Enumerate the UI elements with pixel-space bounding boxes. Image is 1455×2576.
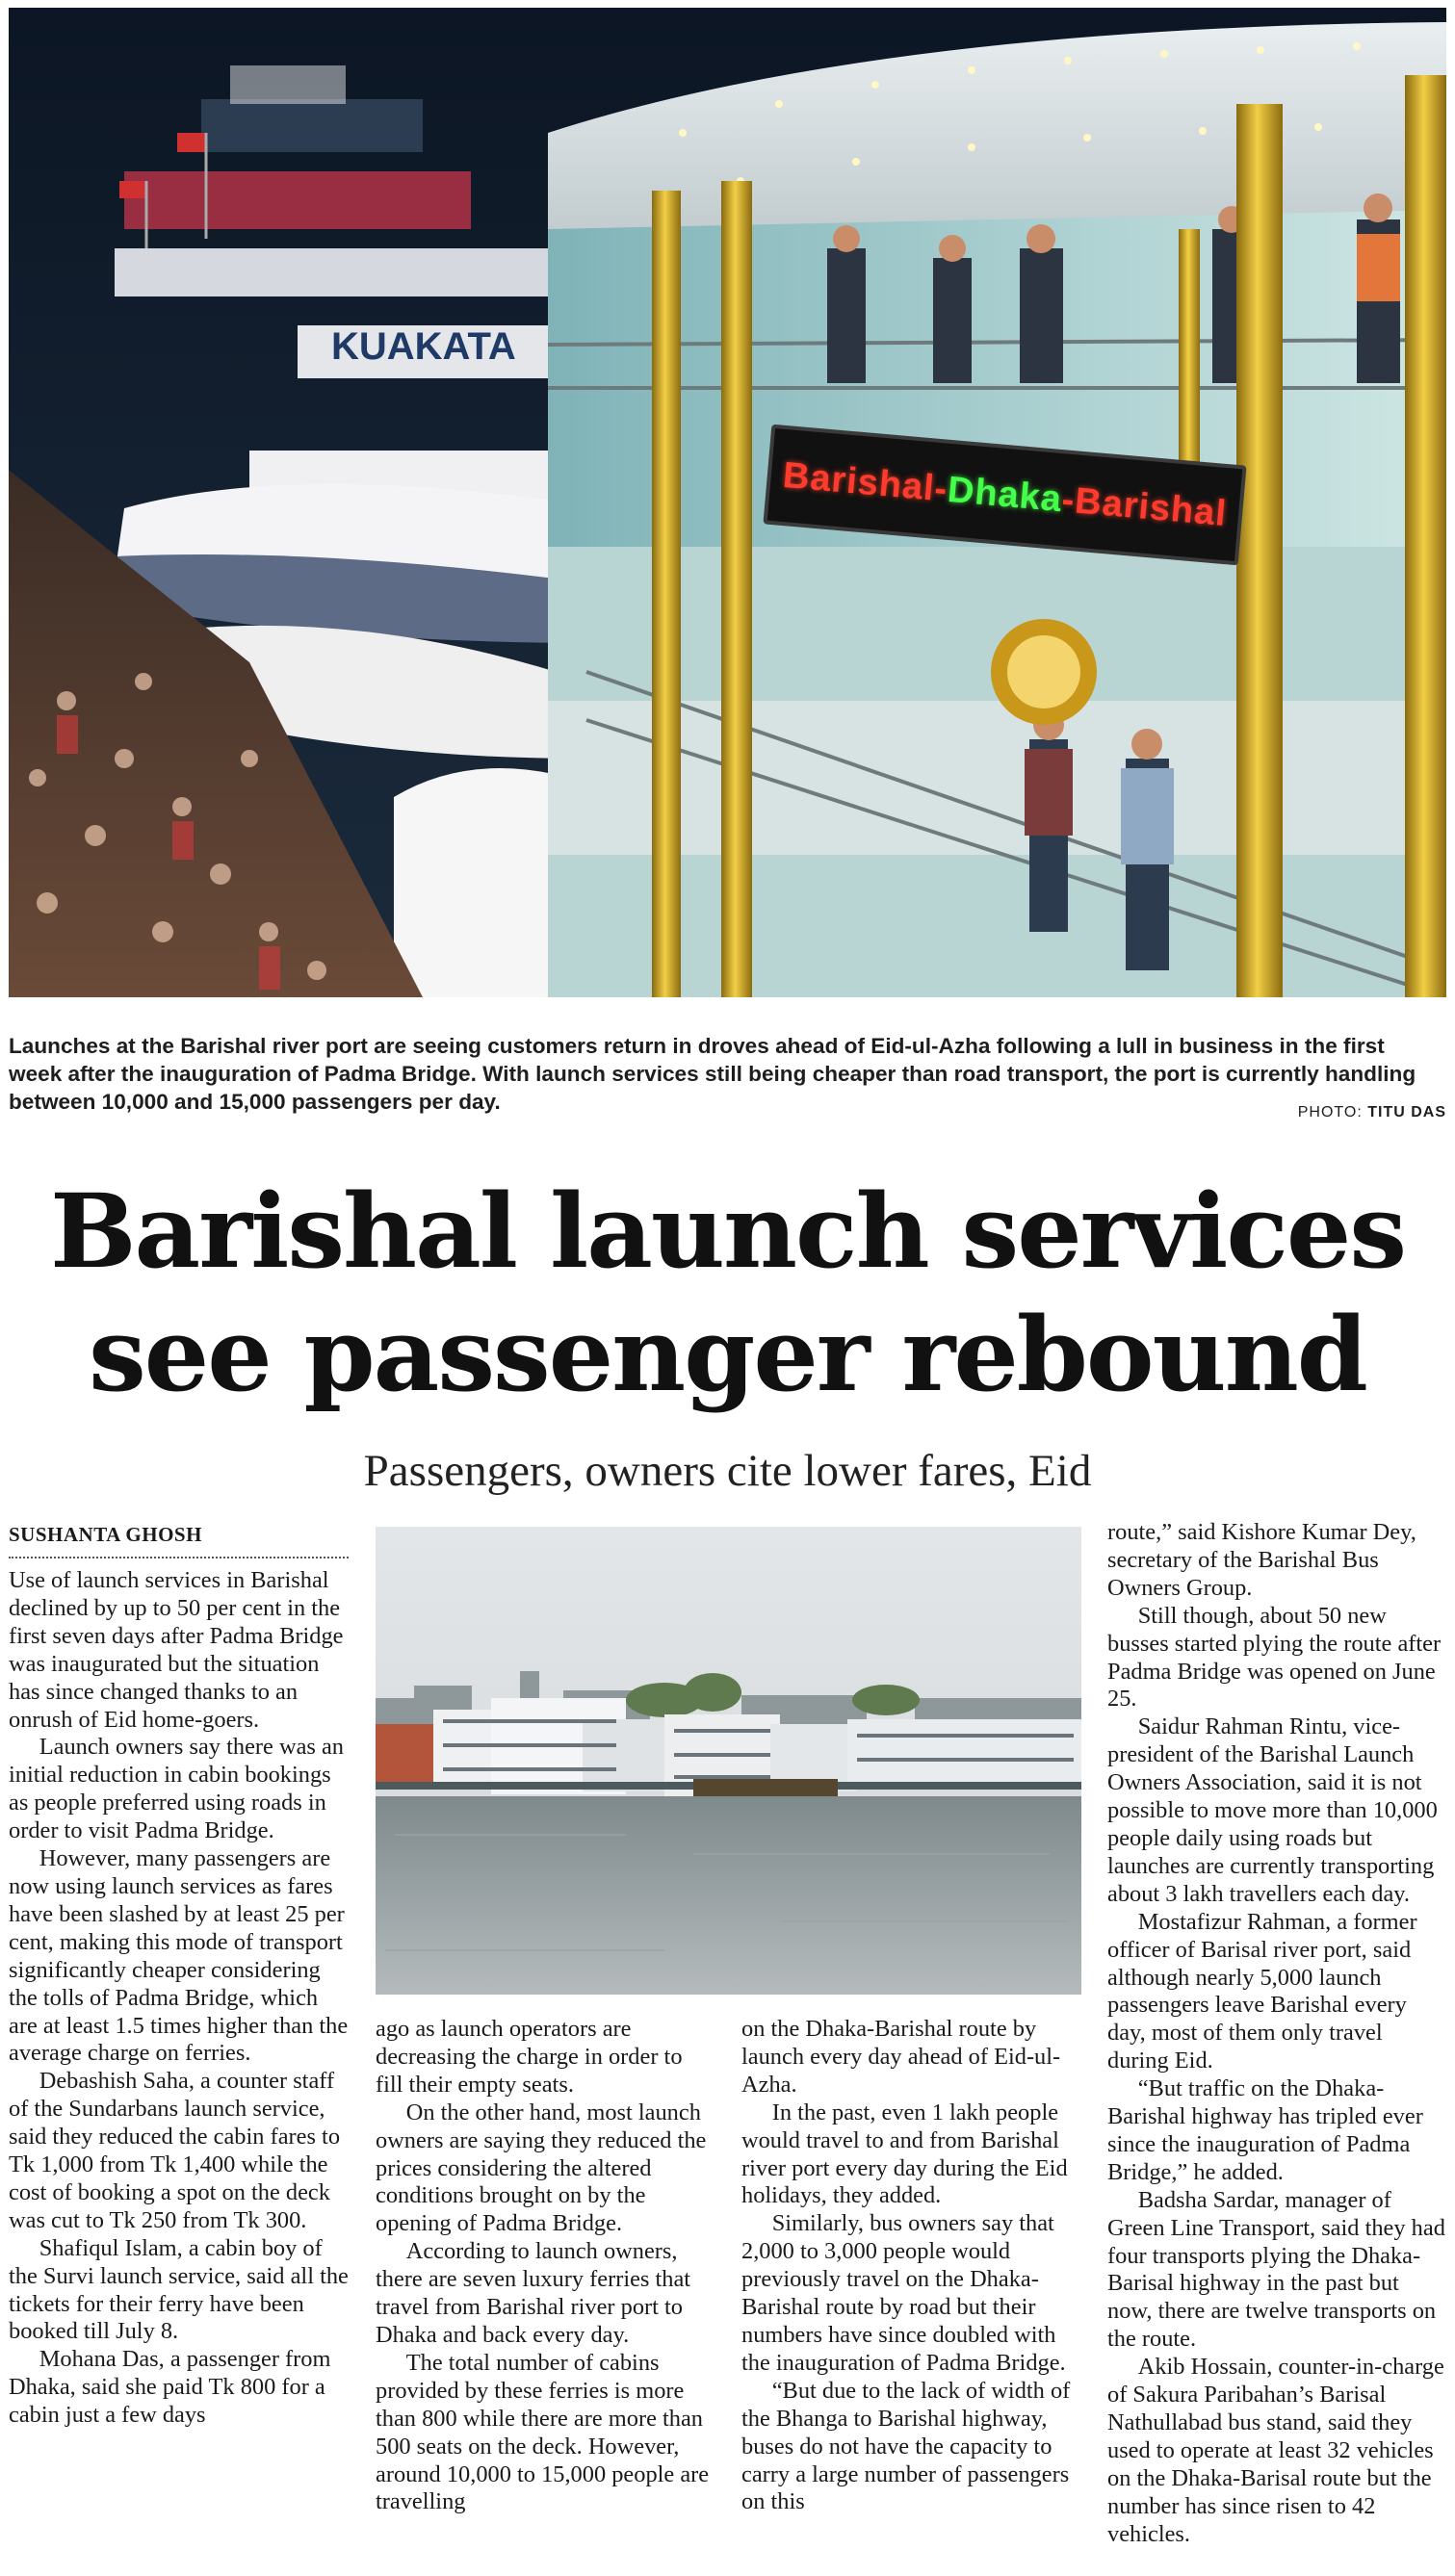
paragraph: route,” said Kishore Kumar Dey, secretary of the Barishal Bus Owners Group. xyxy=(1107,1519,1416,1601)
article-column-4 xyxy=(1107,1519,1446,2549)
paragraph: However, many passengers are now using launch services as fares have been slashed by at least 25 per cent, making this mode of transport significantly cheaper considering the tolls of Padma Bridge, which are at least 1.5 times higher than the average charge on ferries. xyxy=(9,1845,349,2067)
headline-line-1: Barishal launch services xyxy=(49,1171,1406,1291)
subheadline: Passengers, owners cite lower fares, Eid xyxy=(363,1446,1092,1496)
paragraph: In the past, even 1 lakh people would travel to and from Barishal river port every day during the Eid holidays, they added. xyxy=(741,2099,1068,2209)
paragraph: The total number of cabins provided by these ferries is more than 800 while there are more than 500 seats on the deck. However, around 10,000 to 15,000 people are travelling xyxy=(376,2349,710,2515)
lead-photo xyxy=(9,8,1446,997)
headline-line-2: see passenger rebound xyxy=(89,1294,1366,1414)
paragraph: Use of launch services in Barishal declined by up to 50 per cent in the first seven days after Padma Bridge was inaugurated but the situation has since changed thanks to an onrush of Eid home-goers. xyxy=(9,1567,344,1733)
paragraph: Badsha Sardar, manager of Green Line Transport, said they had four transports plying the Dhaka-Barisal highway in the past but now, there are twelve transports on the route. xyxy=(1107,2186,1445,2353)
paragraph: “But due to the lack of width of the Bhanga to Barishal highway, buses do not have the capacity to carry a large number of passengers on this xyxy=(741,2377,1071,2515)
led-sign-text-2: Dhaka xyxy=(946,469,1064,520)
boat-name-sign: KUAKATA xyxy=(331,325,516,368)
paragraph: Shafiqul Islam, a cabin boy of the Survi launch service, said all the tickets for their ferry have been booked till July 8. xyxy=(9,2234,349,2345)
photo-credit-label: PHOTO: xyxy=(1297,1104,1363,1121)
paragraph: On the other hand, most launch owners are saying they reduced the prices considering the altered conditions brought on by the opening of Padma Bridge. xyxy=(376,2099,707,2237)
paragraph: According to launch owners, there are seven luxury ferries that travel from Barishal river port to Dhaka and back every day. xyxy=(376,2238,691,2348)
article-column-1 xyxy=(9,1567,351,2430)
article-column-2 xyxy=(376,2016,713,2516)
river-launch-illustration xyxy=(376,1527,1081,1995)
byline: SUSHANTA GHOSH xyxy=(9,1523,349,1558)
photo-caption: Launches at the Barishal river port are seeing customers return in droves ahead of Eid-ul-Azha following a lull in business in the first week after the inauguration of Padma Bridge. With launch services still being cheaper than road transport, the port is currently handling between 10,000 and 15,000 passengers per day. xyxy=(9,1034,1416,1114)
led-sign-text-3: -Barishal xyxy=(1060,478,1229,534)
paragraph: Saidur Rahman Rintu, vice-president of the Barishal Launch Owners Association, said it is not possible to move more than 10,000 people daily using roads but launches are currently transporting about 3 lakh travellers each day. xyxy=(1107,1713,1438,1907)
paragraph: Still though, about 50 new busses started plying the route after Padma Bridge was opened on June 25. xyxy=(1107,1602,1442,1713)
paragraph: Launch owners say there was an initial reduction in cabin bookings as people preferred using roads in order to visit Padma Bridge. xyxy=(9,1734,344,1844)
paragraph: Mohana Das, a passenger from Dhaka, said she paid Tk 800 for a cabin just a few days xyxy=(9,2346,331,2429)
led-sign-text-1: Barishal- xyxy=(781,454,950,510)
photo-credit xyxy=(1298,1104,1446,1121)
paragraph: on the Dhaka-Barishal route by launch every day ahead of Eid-ul-Azha. xyxy=(741,2016,1061,2098)
paragraph: Similarly, bus owners say that 2,000 to 3,000 people would previously travel on the Dhaka-Barishal route by road but their numbers have since doubled with the inauguration of Padma Bridge. xyxy=(741,2210,1066,2376)
paragraph: Mostafizur Rahman, a former officer of Barisal river port, said although nearly 5,000 launch passengers leave Barishal every day, most of them only travel during Eid. xyxy=(1107,1908,1417,2074)
article-column-3 xyxy=(741,2016,1084,2516)
photo-credit-name: TITU DAS xyxy=(1367,1104,1446,1121)
paragraph: Akib Hossain, counter-in-charge of Sakura Paribahan’s Barisal Nathullabad bus stand, said they used to operate at least 32 vehicles on the Dhaka-Barisal route but the number has since risen to 42 vehicles. xyxy=(1107,2354,1444,2547)
paragraph: Debashish Saha, a counter staff of the Sundarbans launch service, said they reduced the cabin fares to Tk 1,000 from Tk 1,400 while the cost of booking a spot on the deck was cut to Tk 250 from Tk 300. xyxy=(9,2068,341,2233)
river-launch-photo xyxy=(376,1527,1081,1995)
headline xyxy=(0,1170,1455,1416)
paragraph: “But traffic on the Dhaka-Barishal highway has tripled ever since the inauguration of Padma Bridge,” he added. xyxy=(1107,2075,1423,2185)
paragraph: ago as launch operators are decreasing the charge in order to fill their empty seats. xyxy=(376,2016,683,2098)
